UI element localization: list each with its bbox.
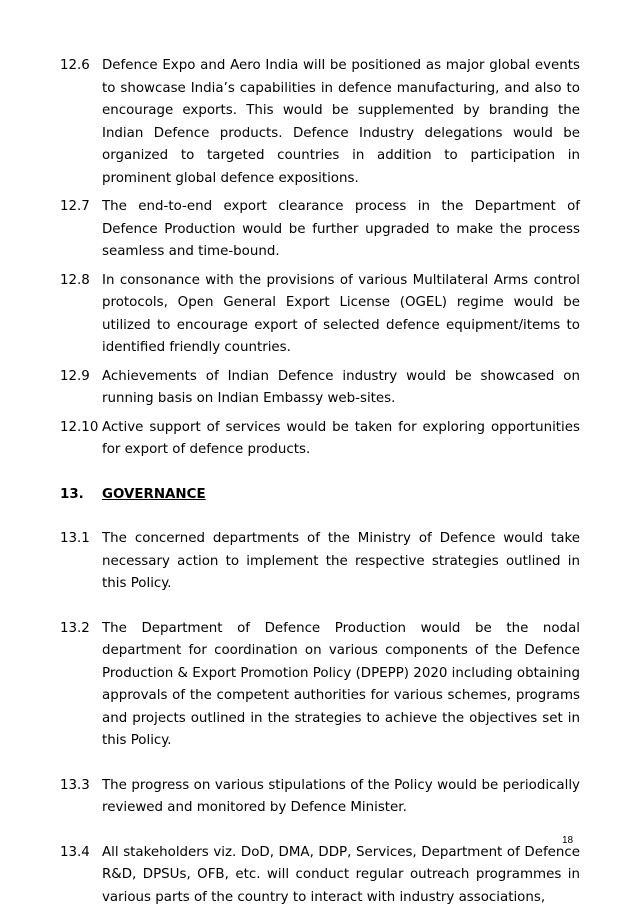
paragraph-text: The Department of Defence Production would be the nodal department for coordination on various components of the Defence Production & Export Promotion Policy (DPEPP) 2020 including obtaining approvals of the competent authorities for various schemes, programs and projects outlined in the strategies to achieve the objectives set in this Policy.	[102, 621, 580, 749]
paragraph-12-8	[60, 270, 580, 360]
paragraph-13-4	[60, 842, 580, 909]
section-title: GOVERNANCE	[102, 487, 206, 502]
paragraph-13-1	[60, 528, 580, 596]
paragraph-text: The end-to-end export clearance process in the Department of Defence Production would be further upgraded to make the process seamless and time-bound.	[102, 199, 580, 259]
paragraph-number: 12.7	[60, 196, 90, 219]
page-number: 18	[562, 835, 573, 846]
paragraph-text: Achievements of Indian Defence industry would be showcased on running basis on Indian Embassy web-sites.	[102, 369, 580, 407]
paragraph-13-3	[60, 775, 580, 820]
paragraph-number: 12.8	[60, 270, 90, 293]
paragraph-12-9	[60, 366, 580, 411]
paragraph-12-7	[60, 196, 580, 264]
paragraph-number: 13.2	[60, 618, 90, 641]
paragraph-text: Defence Expo and Aero India will be positioned as major global events to showcase India’s capabilities in defence manufacturing, and also to encourage exports. This would be supplemented by branding the Indian Defence products. Defence Industry delegations would be organized to targeted countries in addition to participation in prominent global defence expositions.	[102, 58, 580, 186]
paragraph-text: The progress on various stipulations of the Policy would be periodically reviewed and monitored by Defence Minister.	[102, 778, 580, 816]
page-content	[60, 55, 580, 909]
paragraph-text: In consonance with the provisions of various Multilateral Arms control protocols, Open General Export License (OGEL) regime would be utilized to encourage export of selected defence equipment/items to identified friendly countries.	[102, 273, 580, 356]
section-number: 13.	[60, 484, 102, 507]
paragraph-13-2	[60, 618, 580, 753]
paragraph-number: 13.4	[60, 842, 90, 865]
paragraph-text: The concerned departments of the Ministry of Defence would take necessary action to implement the respective strategies outlined in this Policy.	[102, 531, 580, 591]
paragraph-12-10	[60, 417, 580, 462]
section-heading-governance	[60, 484, 580, 507]
paragraph-text: Active support of services would be taken for exploring opportunities for export of defence products.	[102, 420, 580, 458]
paragraph-number: 12.9	[60, 366, 90, 389]
paragraph-number: 13.1	[60, 528, 90, 551]
paragraph-number: 13.3	[60, 775, 90, 798]
paragraph-text: All stakeholders viz. DoD, DMA, DDP, Services, Department of Defence R&D, DPSUs, OFB, etc. will conduct regular outreach programmes in various parts of the country to interact with industry associations,	[102, 845, 580, 905]
paragraph-number: 12.10	[60, 417, 98, 440]
paragraph-number: 12.6	[60, 55, 90, 78]
paragraph-12-6	[60, 55, 580, 190]
